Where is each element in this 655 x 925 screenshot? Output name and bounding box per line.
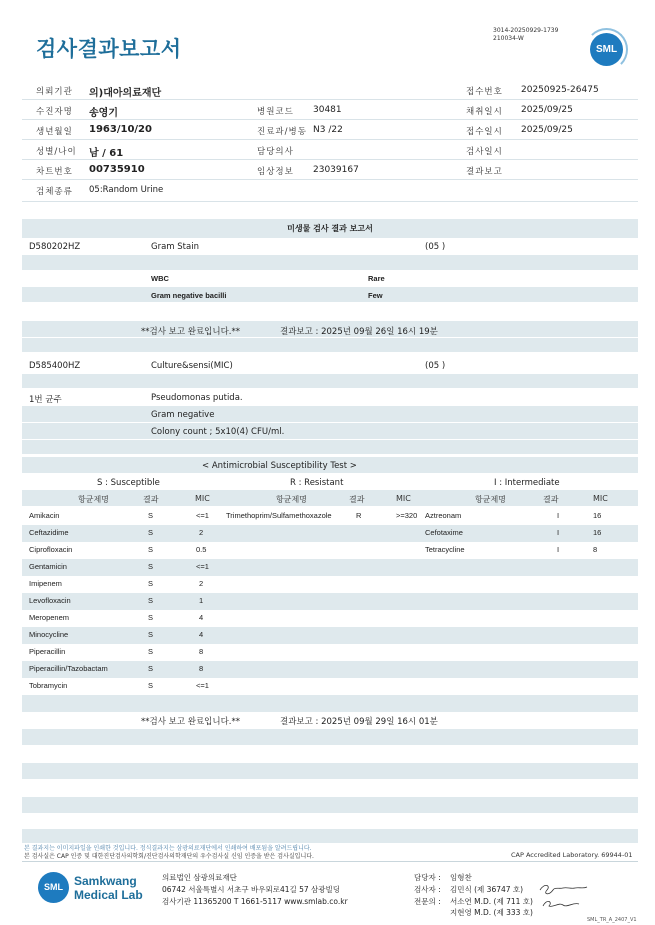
ast-result: S <box>148 681 154 690</box>
band-stripe <box>22 661 638 678</box>
col1-drug-header: 항균제명 <box>78 495 109 504</box>
gram-result: Gram negative <box>151 410 215 420</box>
band-stripe <box>22 627 638 644</box>
ast-result: S <box>148 630 154 639</box>
ast-result: S <box>148 647 154 656</box>
signature-icon <box>537 880 592 912</box>
band-stripe <box>22 374 638 388</box>
value-patient-name: 송영기 <box>89 108 118 119</box>
ast-result: S <box>148 613 154 622</box>
label-collection-date: 채취일시 <box>466 107 503 117</box>
value-collection-date: 2025/09/25 <box>521 105 573 115</box>
info-row-patient <box>22 100 638 120</box>
value-department: N3 /22 <box>313 125 343 135</box>
ast-drug: Aztreonam <box>425 511 462 520</box>
ast-title: < Antimicrobial Susceptibility Test > <box>202 461 357 471</box>
company-name-line-2: Medical Lab <box>74 888 143 902</box>
ast-mic: 1 <box>199 596 204 605</box>
staff-label: 담당자 : <box>414 873 441 882</box>
ast-mic: <=1 <box>196 562 209 571</box>
col3-drug-header: 항균제명 <box>475 495 506 504</box>
culture-test-code: D585400HZ <box>29 361 81 371</box>
staff-name: 임형찬 <box>450 873 472 882</box>
info-row-specimen <box>22 180 638 202</box>
label-chart-no: 차트번호 <box>36 167 73 177</box>
ast-drug: Cefotaxime <box>425 528 463 537</box>
document-id-line-1: 3014-20250929-1739 <box>493 27 559 34</box>
ast-result: I <box>557 528 560 537</box>
footer-divider <box>22 861 638 862</box>
ast-mic: 8 <box>593 545 598 554</box>
ast-mic: 2 <box>199 528 204 537</box>
col2-result-header: 결과 <box>349 495 365 504</box>
document-id <box>493 27 558 43</box>
culture-test-name: Culture&sensi(MIC) <box>151 361 233 371</box>
value-receipt-date: 2025/09/25 <box>521 125 573 135</box>
value-specimen: 05:Random Urine <box>89 185 164 195</box>
band-stripe <box>22 423 638 439</box>
band-stripe <box>22 695 638 712</box>
ast-report-complete: **검사 보고 완료입니다.** <box>141 717 241 727</box>
expert-label: 전문의 : <box>414 897 441 906</box>
label-sex-age: 성별/나이 <box>36 147 77 157</box>
value-clinical-info: 23039167 <box>313 165 359 175</box>
ast-mic: 0.5 <box>196 545 207 554</box>
wbc-label: WBC <box>151 274 169 283</box>
label-receipt-date: 접수일시 <box>466 127 503 137</box>
ast-mic: >=320 <box>396 511 418 520</box>
label-clinical-info: 임상정보 <box>257 167 294 177</box>
band-stripe <box>22 763 638 779</box>
info-row-chart <box>22 160 638 180</box>
ast-drug: Minocycline <box>29 630 69 639</box>
expert-name-1: 서소연 M.D. (제 711 호) <box>450 897 533 906</box>
culture-specimen-code: (05 ) <box>425 361 446 371</box>
legend-susceptible: S : Susceptible <box>97 478 160 488</box>
ast-result: I <box>557 511 560 520</box>
label-patient-name: 수진자명 <box>36 107 73 117</box>
ast-report-time: 결과보고 : 2025년 09월 29일 16시 01분 <box>280 717 438 727</box>
address-line-2: 06742 서울특별시 서초구 바우뫼로41길 57 삼광빌딩 <box>162 885 341 894</box>
ast-mic: 2 <box>199 579 204 588</box>
ast-drug: Meropenem <box>29 613 70 622</box>
info-row-birth <box>22 120 638 140</box>
col2-drug-header: 항균제명 <box>276 495 307 504</box>
wbc-value: Rare <box>368 274 385 283</box>
band-stripe <box>22 797 638 813</box>
band-stripe <box>22 255 638 270</box>
colony-count: Colony count ; 5x10(4) CFU/ml. <box>151 427 285 437</box>
ast-drug: Gentamicin <box>29 562 67 571</box>
ast-result: S <box>148 596 154 605</box>
gnb-label: Gram negative bacilli <box>151 291 227 300</box>
ast-mic: 4 <box>199 613 204 622</box>
band-stripe <box>22 729 638 745</box>
ast-drug: Tobramycin <box>29 681 68 690</box>
form-version: SML_TR_A_2407_V1 <box>587 917 637 923</box>
col2-mic-header: MIC <box>396 494 411 503</box>
cap-accreditation: CAP Accredited Laboratory. 69944-01 <box>511 851 633 859</box>
label-specimen: 검체종류 <box>36 187 73 197</box>
legend-resistant: R : Resistant <box>290 478 344 488</box>
strain-label: 1번 균주 <box>29 395 62 405</box>
ast-mic: 4 <box>199 630 204 639</box>
ast-mic: 16 <box>593 528 602 537</box>
value-hospital-code: 30481 <box>313 105 342 115</box>
band-stripe <box>22 525 638 542</box>
value-birth-date: 1963/10/20 <box>89 124 152 135</box>
micro-report-title: 미생물 검사 결과 보고서 <box>22 219 638 238</box>
gram-report-complete: **검사 보고 완료입니다.** <box>141 327 241 337</box>
ast-mic: 8 <box>199 647 204 656</box>
ast-drug: Ceftazidime <box>29 528 69 537</box>
col3-result-header: 결과 <box>543 495 559 504</box>
label-institution: 의뢰기관 <box>36 87 73 97</box>
organism-name: Pseudomonas putida. <box>151 393 243 403</box>
ast-result: I <box>557 545 560 554</box>
info-row-institution <box>22 80 638 100</box>
ast-result: S <box>148 664 154 673</box>
gram-test-code: D580202HZ <box>29 242 81 252</box>
ast-drug: Piperacillin/Tazobactam <box>29 664 108 673</box>
value-receipt-no: 20250925-26475 <box>521 85 599 95</box>
gnb-value: Few <box>368 291 383 300</box>
band-stripe <box>22 593 638 610</box>
ast-drug: Ciprofloxacin <box>29 545 73 554</box>
col1-result-header: 결과 <box>143 495 159 504</box>
label-receipt-no: 접수번호 <box>466 87 503 97</box>
legend-intermediate: I : Intermediate <box>494 478 560 488</box>
band-stripe <box>22 406 638 422</box>
ast-result: S <box>148 562 154 571</box>
gram-test-name: Gram Stain <box>151 242 199 252</box>
sml-logo: SML <box>590 33 623 66</box>
ast-mic: <=1 <box>196 681 209 690</box>
footer-notice: 본 결과지는 이미지파일을 인쇄한 것입니다. 정식결과지는 삼광의료재단에서 인쇄하여 배포됨을 알려드립니다. <box>24 845 312 852</box>
document-id-line-2: 210034-W <box>493 35 524 42</box>
col1-mic-header: MIC <box>195 494 210 503</box>
col3-mic-header: MIC <box>593 494 608 503</box>
address-line-3: 검사기관 11365200 T 1661-5117 www.smlab.co.kr <box>162 897 348 906</box>
ast-drug: Imipenem <box>29 579 62 588</box>
label-test-date: 검사일시 <box>466 147 503 157</box>
company-name <box>74 874 143 902</box>
ast-drug: Levofloxacin <box>29 596 71 605</box>
gram-specimen-code: (05 ) <box>425 242 446 252</box>
band-stripe <box>22 829 638 843</box>
band-stripe <box>22 287 638 302</box>
ast-result: S <box>148 545 154 554</box>
ast-drug: Tetracycline <box>425 545 465 554</box>
footer-sml-logo: SML <box>38 872 69 903</box>
band-stripe <box>22 559 638 576</box>
ast-mic: 8 <box>199 664 204 673</box>
report-title: 검사결과보고서 <box>36 37 182 61</box>
tester-name: 김민식 (제 36747 호) <box>450 885 524 894</box>
label-result-report: 결과보고 <box>466 167 503 177</box>
info-row-sex-age <box>22 140 638 160</box>
value-chart-no: 00735910 <box>89 164 145 175</box>
expert-name-2: 지현영 M.D. (제 333 호) <box>450 908 533 917</box>
label-department: 진료과/병동 <box>257 127 307 137</box>
label-doctor: 담당의사 <box>257 147 294 157</box>
ast-drug: Amikacin <box>29 511 60 520</box>
company-name-line-1: Samkwang <box>74 874 137 888</box>
value-sex-age: 남 / 61 <box>89 148 124 159</box>
ast-drug: Piperacillin <box>29 647 66 656</box>
value-institution: 의)대아의료재단 <box>89 88 162 99</box>
gram-report-time: 결과보고 : 2025년 09월 26일 16시 19분 <box>280 327 438 337</box>
ast-mic: <=1 <box>196 511 209 520</box>
ast-result: S <box>148 528 154 537</box>
band-stripe <box>22 338 638 352</box>
ast-mic: 16 <box>593 511 602 520</box>
ast-result: S <box>148 511 154 520</box>
band-stripe <box>22 440 638 454</box>
tester-label: 검사자 : <box>414 885 441 894</box>
ast-result: S <box>148 579 154 588</box>
ast-result: R <box>356 511 362 520</box>
ast-drug: Trimethoprim/Sulfamethoxazole <box>226 511 332 520</box>
label-birth-date: 생년월일 <box>36 127 73 137</box>
footer-certification: 본 검사실은 CAP 인증 및 대한진단검사의학회/진단검사의학재단의 우수검사실 신임 인증을 받은 검사실입니다. <box>24 853 314 860</box>
address-line-1: 의료법인 삼광의료재단 <box>162 873 237 882</box>
label-hospital-code: 병원코드 <box>257 107 294 117</box>
